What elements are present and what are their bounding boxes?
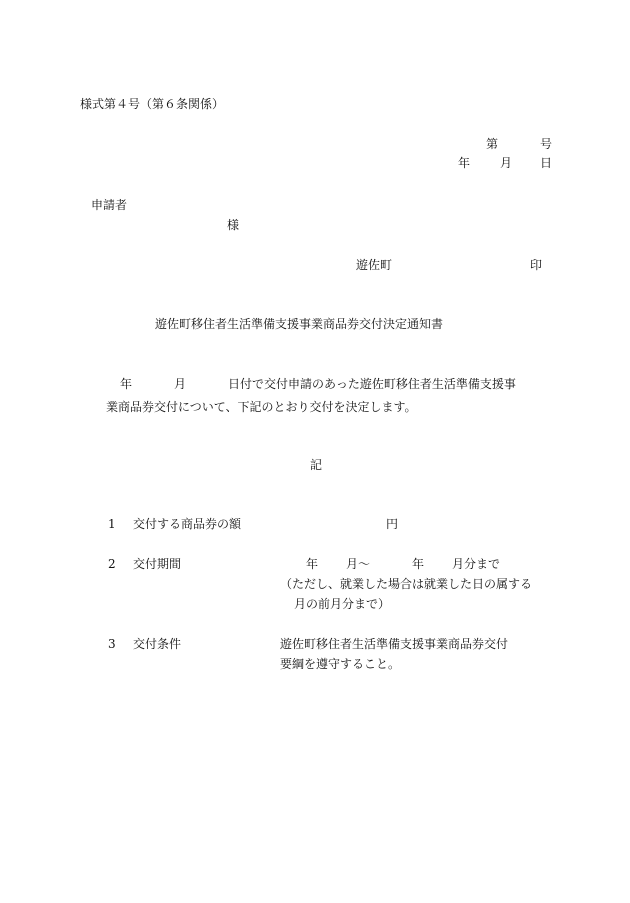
item-3-value-line2: 要綱を遵守すること。 [280, 657, 401, 671]
document-title: 遊佐町移住者生活準備支援事業商品券交付決定通知書 [155, 317, 444, 331]
item-2-year2: 年 [412, 557, 425, 571]
doc-number-go: 号 [540, 137, 553, 151]
item-3-number: 3 [108, 637, 116, 651]
item-3-label: 交付条件 [133, 637, 182, 651]
date-year: 年 [458, 156, 471, 170]
item-1-number: 1 [108, 517, 116, 531]
item-2-year1: 年 [306, 557, 319, 571]
applicant-label: 申請者 [91, 198, 128, 212]
form-label: 様式第４号（第６条関係） [80, 97, 225, 111]
item-1-value: 円 [386, 517, 399, 531]
item-3-value-line1: 遊佐町移住者生活準備支援事業商品券交付 [280, 637, 509, 651]
issuer-seal: 印 [530, 258, 543, 272]
item-2-month2: 月分まで [452, 557, 501, 571]
applicant-honorific: 様 [227, 218, 240, 232]
body-year: 年 [120, 377, 133, 391]
item-1-label: 交付する商品券の額 [133, 517, 242, 531]
body-month: 月 [174, 377, 187, 391]
item-2-number: 2 [108, 557, 116, 571]
date-day: 日 [540, 156, 553, 170]
body-line1: 日付で交付申請のあった遊佐町移住者生活準備支援事 [228, 377, 516, 391]
item-2-note-line1: （ただし、就業した場合は就業した日の属する [280, 577, 533, 591]
item-2-month1: 月～ [346, 557, 371, 571]
item-2-label: 交付期間 [133, 557, 182, 571]
doc-number-dai: 第 [486, 137, 499, 151]
ki-heading: 記 [310, 458, 323, 472]
date-month: 月 [500, 156, 513, 170]
item-2-note-line2: 月の前月分まで） [294, 597, 391, 611]
issuer-name: 遊佐町 [356, 258, 393, 272]
body-line2: 業商品券交付について、下記のとおり交付を決定します。 [106, 400, 417, 414]
